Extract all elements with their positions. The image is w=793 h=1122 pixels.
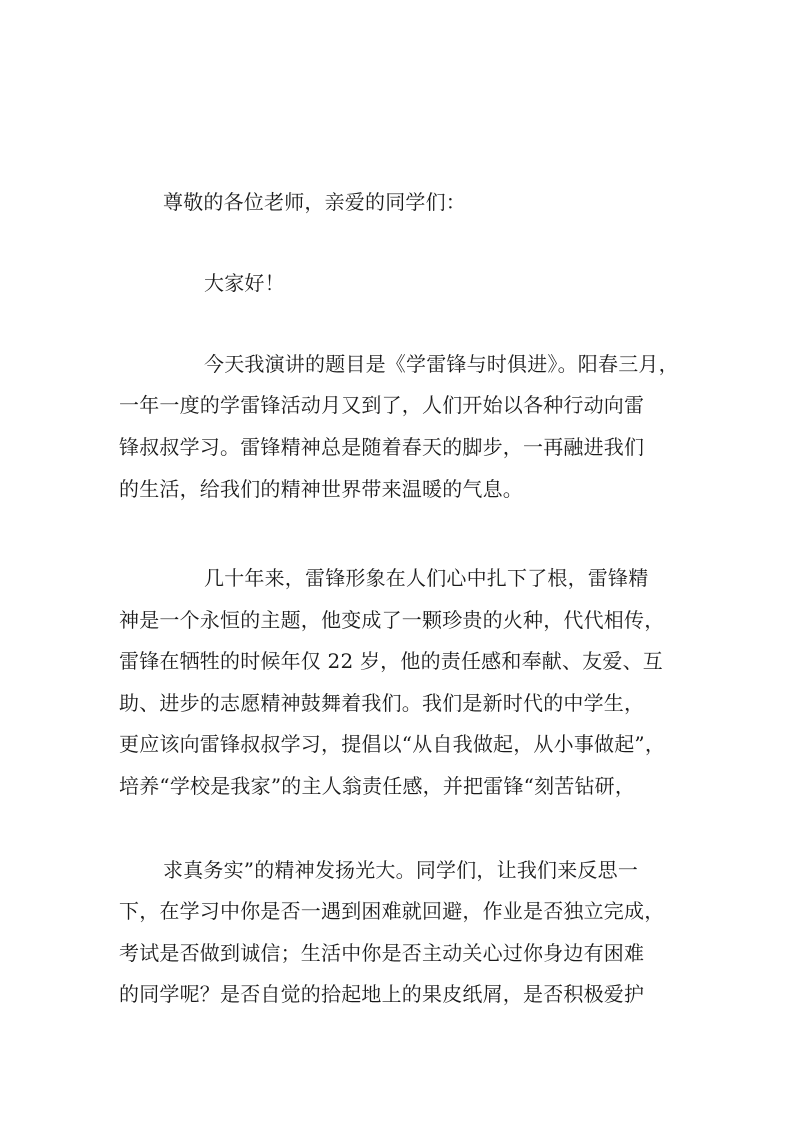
- paragraph-2-line-4: 助、进步的志愿精神鼓舞着我们。我们是新时代的中学生，: [119, 691, 645, 715]
- paragraph-1-line-1: 今天我演讲的题目是《学雷锋与时俱进》。阳春三月，: [204, 352, 679, 376]
- paragraph-1-line-2: 一年一度的学雷锋活动月又到了，人们开始以各种行动向雷: [119, 393, 645, 417]
- paragraph-3-line-4: 的同学呢？是否自觉的拾起地上的果皮纸屑，是否积极爱护: [119, 982, 645, 1006]
- paragraph-1-line-3: 锋叔叔学习。雷锋精神总是随着春天的脚步，一再融进我们: [119, 435, 645, 459]
- paragraph-1-line-4: 的生活，给我们的精神世界带来温暖的气息。: [119, 477, 523, 501]
- paragraph-2-line-5: 更应该向雷锋叔叔学习，提倡以“从自我做起，从小事做起”，: [119, 732, 666, 756]
- paragraph-3-line-1: 求真务实”的精神发扬光大。同学们，让我们来反思一: [163, 858, 639, 882]
- paragraph-3-line-2: 下，在学习中你是否一遇到困难就回避，作业是否独立完成，: [119, 899, 665, 923]
- greeting: 大家好！: [204, 271, 285, 295]
- paragraph-2-line-3: 雷锋在牺牲的时候年仅 22 岁，他的责任感和奉献、友爱、互: [119, 649, 663, 673]
- paragraph-2-line-1: 几十年来，雷锋形象在人们心中扎下了根，雷锋精: [204, 566, 649, 590]
- salutation: 尊敬的各位老师，亲爱的同学们：: [163, 190, 466, 214]
- paragraph-3-line-3: 考试是否做到诚信；生活中你是否主动关心过你身边有困难: [119, 941, 645, 965]
- paragraph-2-line-2: 神是一个永恒的主题，他变成了一颗珍贵的火种，代代相传，: [119, 608, 665, 632]
- paragraph-2-line-6: 培养“学校是我家”的主人翁责任感，并把雷锋“刻苦钻研，: [119, 774, 636, 798]
